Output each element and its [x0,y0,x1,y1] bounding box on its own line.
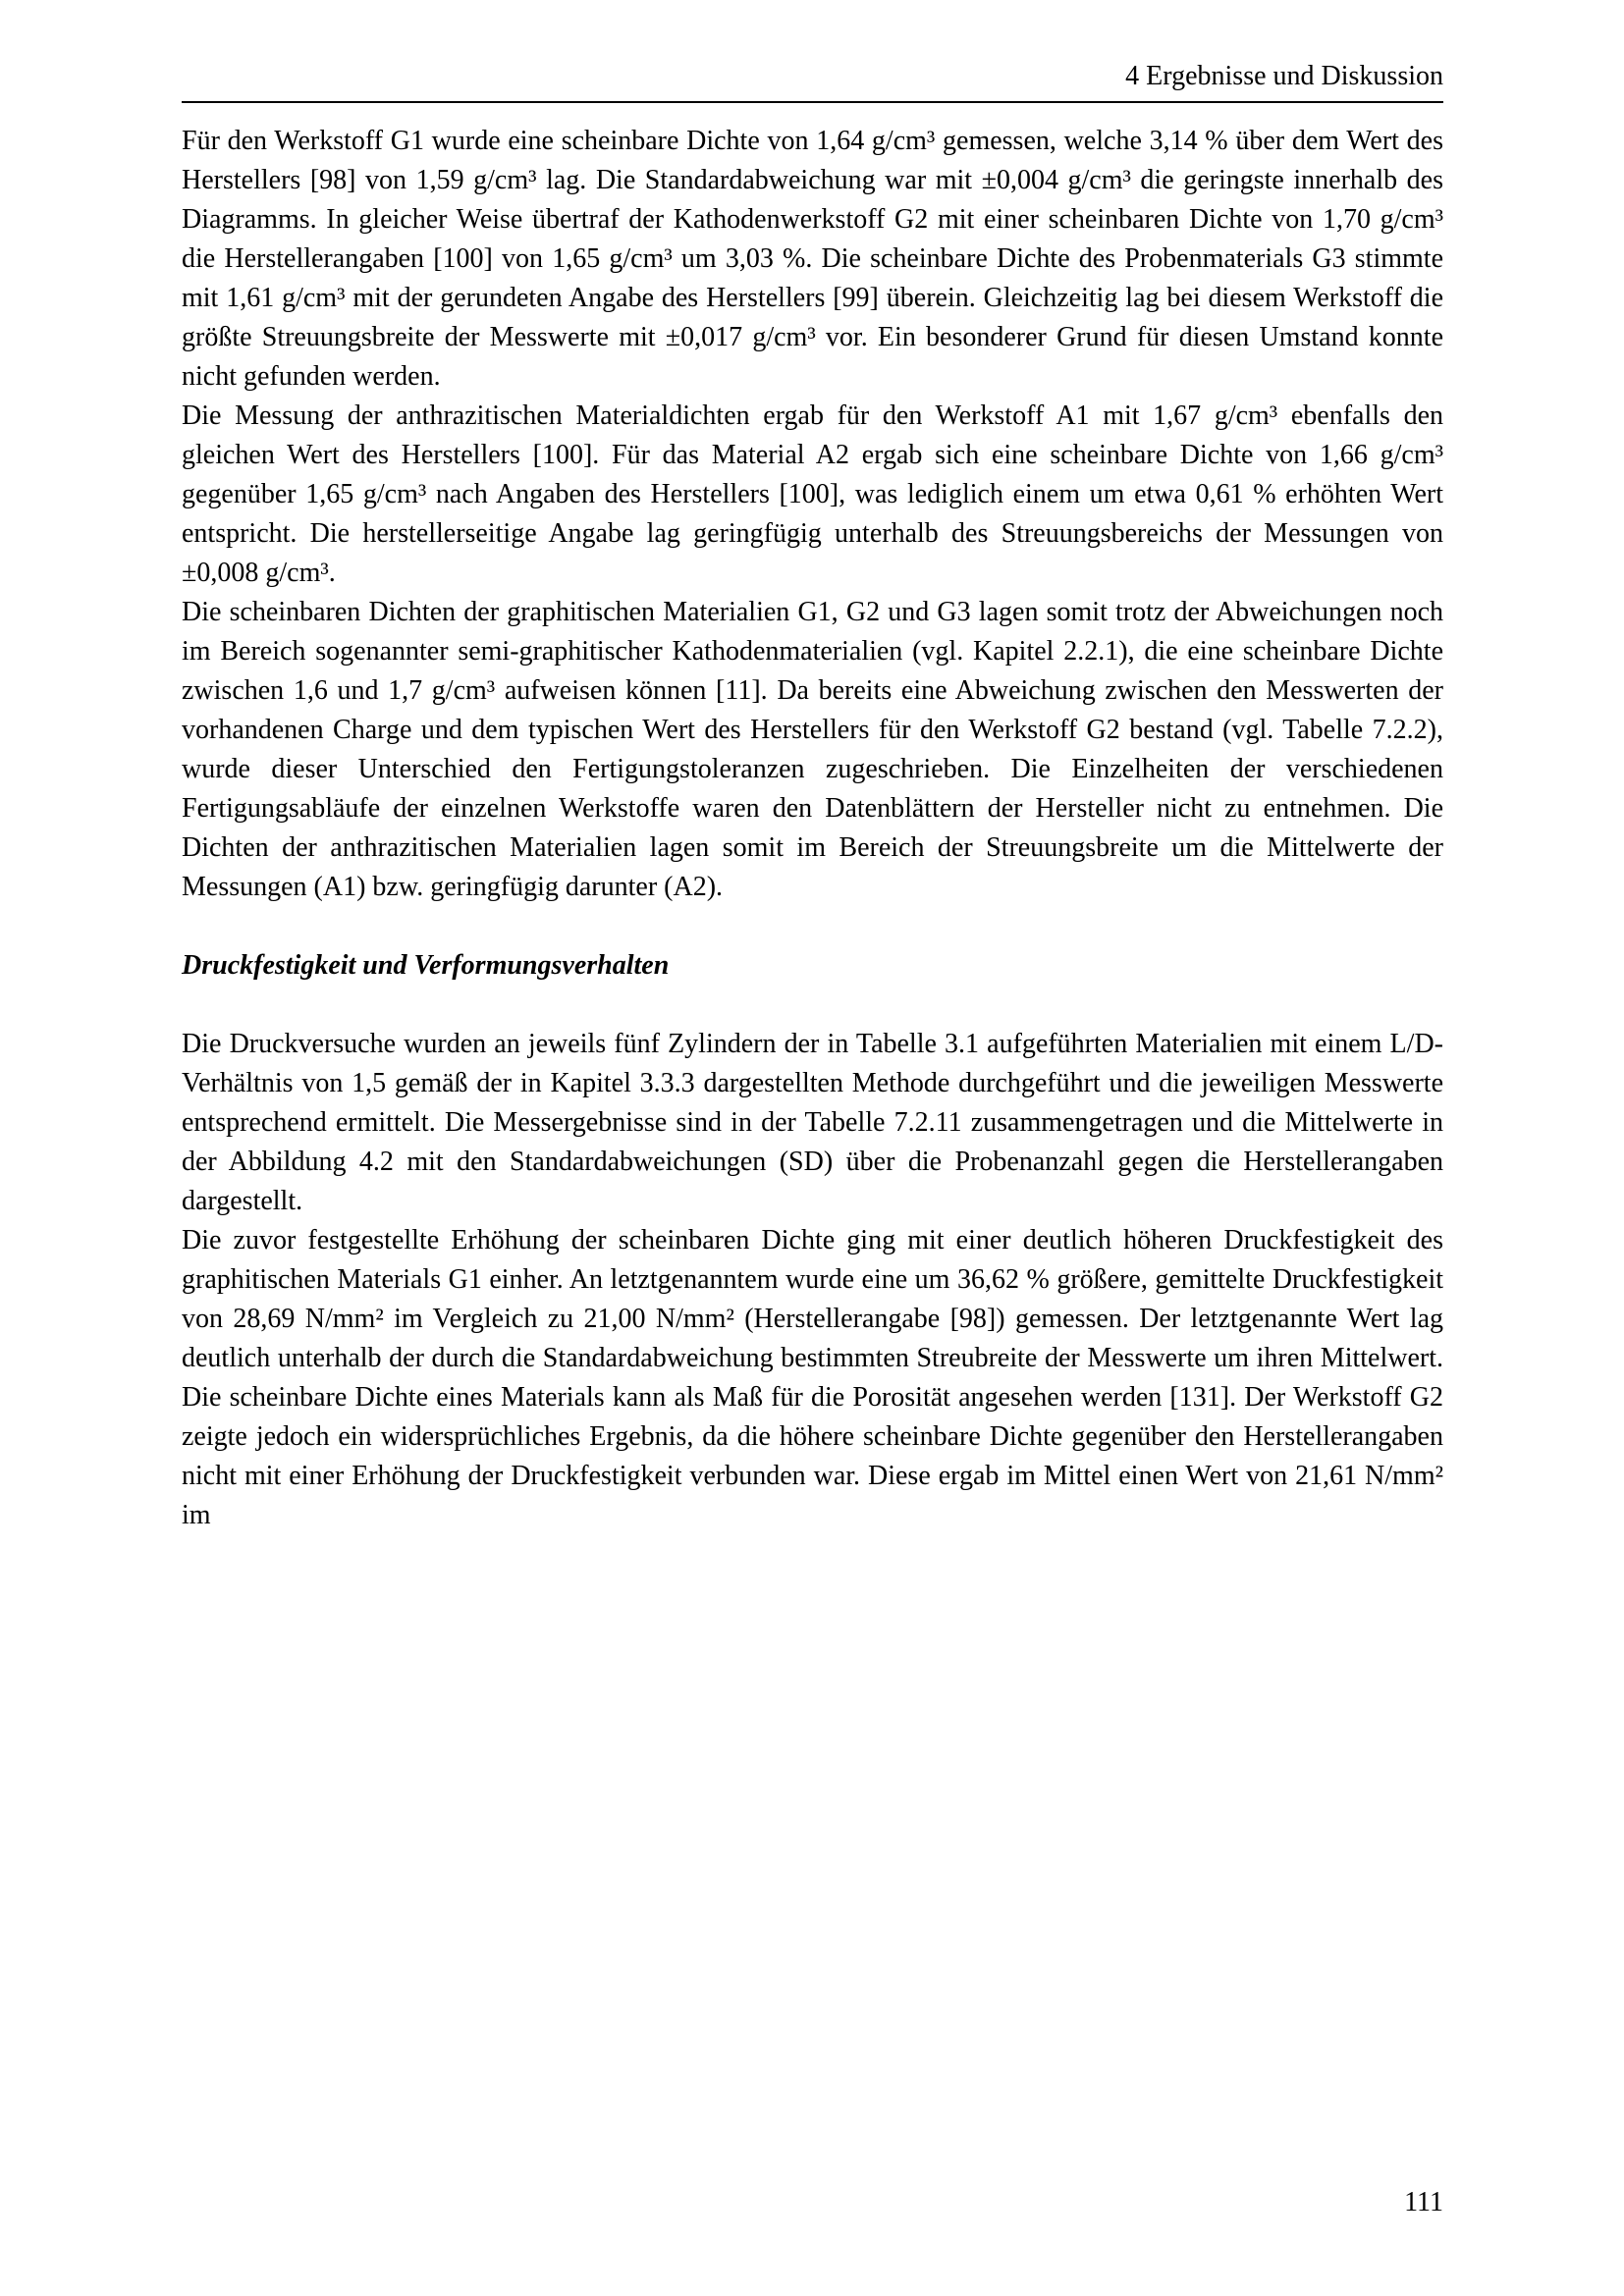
page-footer [182,2187,1443,2218]
page-body [182,122,1443,1535]
paragraph-strength-1: Die Druckversuche wurden an jeweils fünf Zylindern der in Tabelle 3.1 aufgeführten Materialien mit einem L/D-Verhältnis von 1,5 gemäß der in Kapitel 3.3.3 dargestellten Methode durchgeführt und die jeweiligen Messwerte entsprechend ermittelt. Die Messergebnisse sind in der Tabelle 7.2.11 zusammengetragen und die Mittelwerte in der Abbildung 4.2 mit den Standardabweichungen (SD) über die Probenanzahl gegen die Herstellerangaben dargestellt. [182,1029,1443,1216]
section-heading: Druckfestigkeit und Verformungsverhalten [182,950,670,981]
paragraph-strength-2: Die zuvor festgestellte Erhöhung der scheinbaren Dichte ging mit einer deutlich höheren Druckfestigkeit des graphitischen Materials G1 einher. An letztgenanntem wurde eine um 36,62 % größere, gemittelte Druckfestigkeit von 28,69 N/mm² im Vergleich zu 21,00 N/mm² (Herstellerangabe [98]) gemessen. Der letztgenannte Wert lag deutlich unterhalb der durch die Standardabweichung bestimmten Streubreite der Messwerte um ihren Mittelwert. Die scheinbare Dichte eines Materials kann als Maß für die Porosität angesehen werden [131]. Der Werkstoff G2 zeigte jedoch ein widersprüchliches Ergebnis, da die höhere scheinbare Dichte gegenüber den Herstellerangaben nicht mit einer Erhöhung der Druckfestigkeit verbunden war. Diese ergab im Mittel einen Wert von 21,61 N/mm² im [182,1225,1443,1530]
running-header-title: 4 Ergebnisse und Diskussion [1125,61,1443,91]
page-header [182,61,1443,103]
paragraph-density-3: Die scheinbaren Dichten der graphitischen Materialien G1, G2 und G3 lagen somit trotz der Abweichungen noch im Bereich sogenannter semi-graphitischer Kathodenmaterialien (vgl. Kapitel 2.2.1), die eine scheinbare Dichte zwischen 1,6 und 1,7 g/cm³ aufweisen können [11]. Da bereits eine Abweichung zwischen den Messwerten der vorhandenen Charge und dem typischen Wert des Herstellers für den Werkstoff G2 bestand (vgl. Tabelle 7.2.2), wurde dieser Unterschied den Fertigungstoleranzen zugeschrieben. Die Einzelheiten der verschiedenen Fertigungsabläufe der einzelnen Werkstoffe waren den Datenblättern der Hersteller nicht zu entnehmen. Die Dichten der anthrazitischen Materialien lagen somit im Bereich der Streuungsbreite um die Mittelwerte der Messungen (A1) bzw. geringfügig darunter (A2). [182,597,1443,902]
page-number: 111 [1404,2187,1443,2217]
paragraph-density-2: Die Messung der anthrazitischen Materialdichten ergab für den Werkstoff A1 mit 1,67 g/cm³ ebenfalls den gleichen Wert des Herstellers [100]. Für das Material A2 ergab sich eine scheinbare Dichte von 1,66 g/cm³ gegenüber 1,65 g/cm³ nach Angaben des Herstellers [100], was lediglich einem um etwa 0,61 % erhöhten Wert entspricht. Die herstellerseitige Angabe lag geringfügig unterhalb des Streuungsbereichs der Messungen von ±0,008 g/cm³. [182,400,1443,588]
paragraph-density-1: Für den Werkstoff G1 wurde eine scheinbare Dichte von 1,64 g/cm³ gemessen, welche 3,14 % über dem Wert des Herstellers [98] von 1,59 g/cm³ lag. Die Standardabweichung war mit ±0,004 g/cm³ die geringste innerhalb des Diagramms. In gleicher Weise übertraf der Kathodenwerkstoff G2 mit einer scheinbaren Dichte von 1,70 g/cm³ die Herstellerangaben [100] von 1,65 g/cm³ um 3,03 %. Die scheinbare Dichte des Probenmaterials G3 stimmte mit 1,61 g/cm³ mit der gerundeten Angabe des Herstellers [99] überein. Gleichzeitig lag bei diesem Werkstoff die größte Streuungsbreite der Messwerte mit ±0,017 g/cm³ vor. Ein besonderer Grund für diesen Umstand konnte nicht gefunden werden. [182,126,1443,392]
